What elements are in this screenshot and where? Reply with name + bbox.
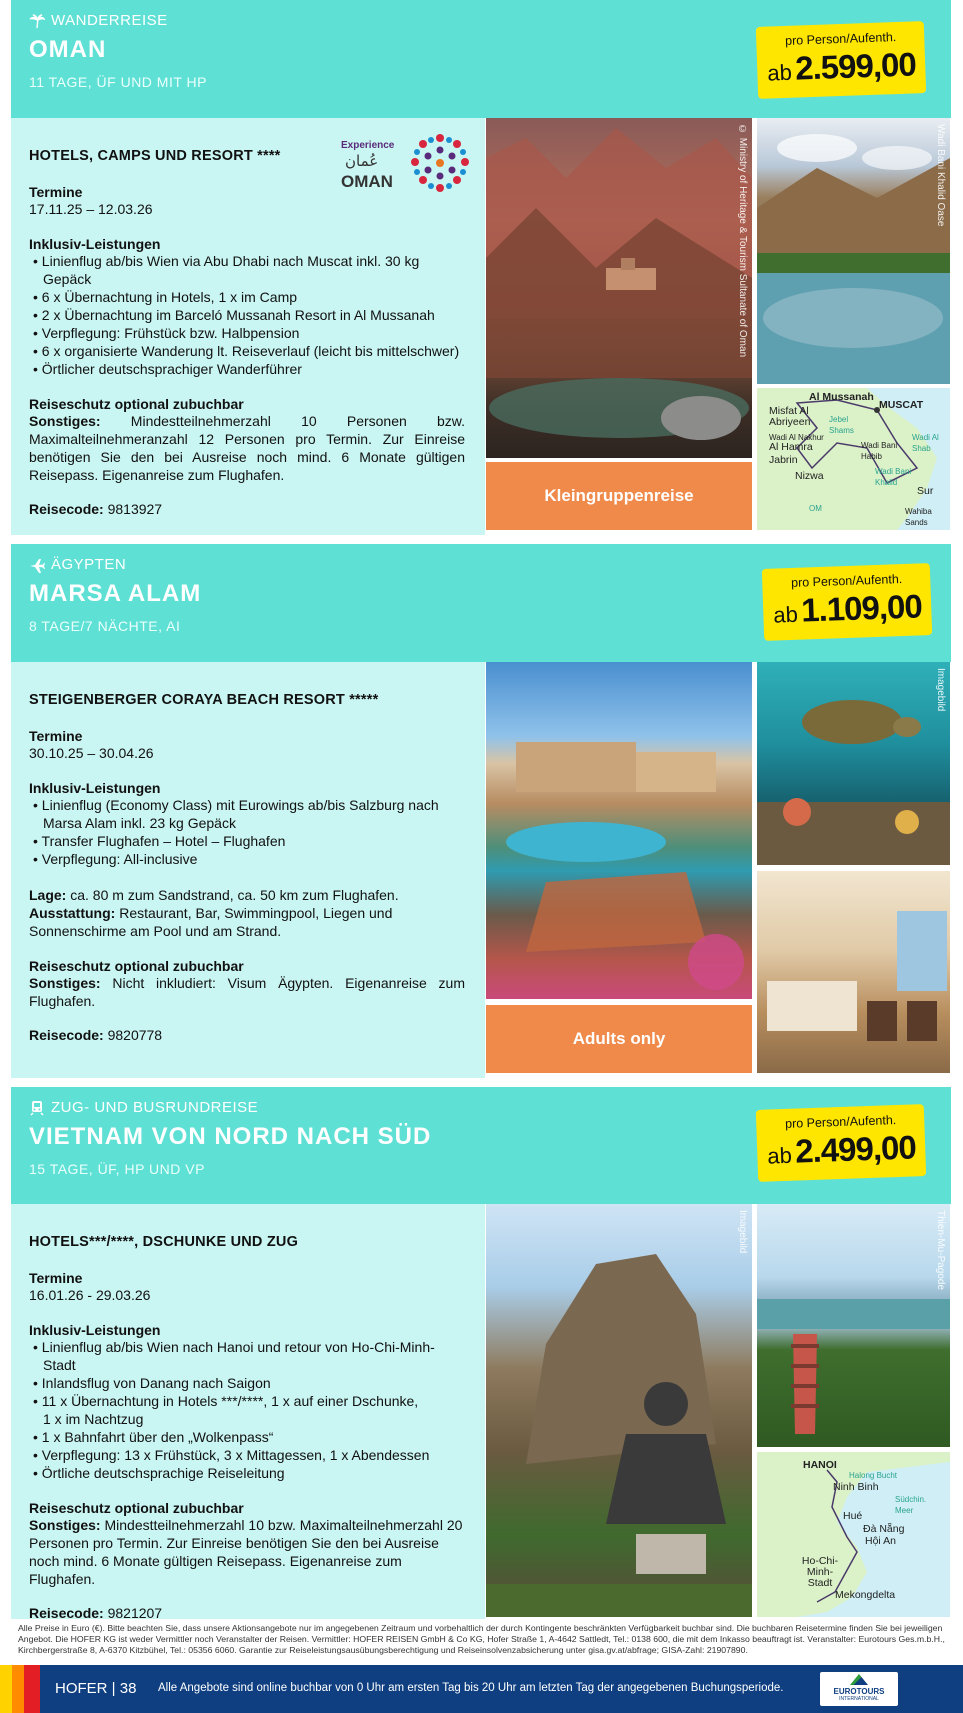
map-label: Misfat Al Abriyeen	[769, 405, 811, 428]
list-item: • Linienflug ab/bis Wien nach Hanoi und retour von Ho-Chi-Minh-Stadt	[29, 1338, 467, 1374]
page-brand: HOFER | 38	[55, 1680, 137, 1697]
map-label: Wadi Al Shab	[912, 433, 939, 453]
offer-category	[29, 556, 126, 573]
legal-note: Alle Preise in Euro (€). Bitte beachten Sie, dass unsere Aktionsangebote nur im angegebenen Zeitraum und vorbehaltlich der durch Kontingente beschränkten Verfügbarkeit buchbar sind. Die buchbaren Reisetermine finden Sie bei jeweiligen Angebot. Die HOFER KG ist weder Vermittler noch Veranstalter der Reisen. Vermittler: HOFER REISEN GmbH & Co KG, Hofer Straße 1, A-4642 Sattledt, Tel.: 0138 600, die mit dem Inkasso beauftragt ist. Veranstalter: Eurotours Ges.m.b.H., Kirchbergerstraße 8, A-6370 Kitzbühel, Tel.: 05356 6060. Garantie zur Reiseleistungsausübungsberechtigung und Reiseinsolvenzabsicherung unter gisa.gv.at/abfrage; GISA-Zahl: 21907890.	[18, 1623, 945, 1655]
list-item: • Verpflegung: All-inclusive	[29, 850, 467, 868]
sonstiges-value: Mindestteilnehmerzahl 10 bzw. Maximalteilnehmerzahl 20 Personen pro Termin. Zur Einreise benötigen Sie den bei Ausreise noch mind. 6 Monate gültigen Reisepass. Eigenanreise zum Flughafen.	[29, 1517, 463, 1587]
termine-label: Termine	[29, 728, 83, 744]
photo-wadi-bani-khalid	[757, 118, 950, 384]
sonstiges-text	[29, 412, 465, 484]
reisecode	[29, 500, 467, 518]
experience-oman-logo	[341, 134, 471, 196]
list-item: • Verpflegung: 13 x Frühstück, 3 x Mittagessen, 1 x Abendessen	[29, 1446, 467, 1464]
hotel-name: STEIGENBERGER CORAYA BEACH RESORT *****	[29, 692, 379, 708]
offer-title: OMAN	[29, 36, 107, 63]
map-label: Jabrin	[769, 454, 798, 466]
offer-subtitle: 15 TAGE, ÜF, HP UND VP	[29, 1161, 205, 1177]
hotel-name: HOTELS***/****, DSCHUNKE UND ZUG	[29, 1234, 299, 1250]
map-label: Đà Nẵng	[863, 1523, 905, 1535]
price-prefix: ab	[772, 601, 799, 628]
buddha-illustration	[486, 1204, 752, 1617]
pagoda-illustration	[757, 1204, 950, 1447]
photo-sea-turtle	[757, 662, 950, 865]
train-icon	[29, 1100, 45, 1116]
map-label: Al Hamra	[769, 441, 813, 453]
photo-resort-pool	[486, 662, 752, 999]
reisecode	[29, 1026, 467, 1044]
list-item: • Inlandsflug von Danang nach Saigon	[29, 1374, 467, 1392]
map-label: Mekongdelta	[835, 1589, 896, 1601]
logo-line3: OMAN	[341, 172, 393, 191]
logo-line2: عُمان	[345, 153, 379, 170]
list-item: • Verpflegung: Frühstück bzw. Halbpension	[29, 324, 467, 342]
oman-logo-mark	[407, 130, 473, 196]
list-item: • 11 x Übernachtung in Hotels ***/****, 1 x auf einer Dschunke, 1 x im Nachtzug	[29, 1392, 429, 1428]
sonstiges-value: Nicht inkludiert: Visum Ägypten. Eigenanreise zum Flughafen.	[29, 975, 466, 1009]
photo-credit: © Ministry of Heritage & Tourism Sultanate of Oman	[737, 124, 748, 358]
photo-credit: Imagebild	[935, 668, 946, 712]
photo-oman-mountains	[486, 118, 752, 458]
map-label: Wadi Bani Habib	[861, 441, 898, 461]
offer-category	[29, 1099, 258, 1116]
map-label: Südchin. Meer	[895, 1495, 927, 1515]
inklusiv-label: Inklusiv-Leistungen	[29, 780, 161, 796]
offer-subtitle: 8 TAGE/7 NÄCHTE, AI	[29, 618, 181, 634]
sonstiges-text	[29, 974, 465, 1010]
mountains-illustration	[486, 118, 752, 458]
category-label: ZUG- UND BUSRUNDREISE	[51, 1099, 259, 1116]
sonstiges-label: Sonstiges:	[29, 413, 101, 429]
eurotours-name: EUROTOURS	[833, 1687, 885, 1696]
photo-buddha-statue	[486, 1204, 752, 1617]
offer-title: MARSA ALAM	[29, 580, 202, 607]
inklusiv-label: Inklusiv-Leistungen	[29, 236, 161, 252]
ausstattung-text	[29, 904, 449, 940]
photo-thien-mu-pagoda	[757, 1204, 950, 1447]
footer-text: Alle Angebote sind online buchbar von 0 Uhr am ersten Tag bis 20 Uhr am letzten Tag der angegebenen Buchungsperiode.	[158, 1682, 784, 1694]
lage-value: ca. 80 m zum Sandstrand, ca. 50 km zum Flughafen.	[70, 887, 399, 903]
offer-subtitle: 11 TAGE, ÜF UND MIT HP	[29, 74, 207, 90]
map-label: Halong Bucht	[849, 1471, 898, 1480]
offer-details	[11, 662, 485, 1078]
ausstattung-value: Restaurant, Bar, Swimmingpool, Liegen und Sonnenschirme am Pool und am Strand.	[29, 905, 393, 939]
list-item: • 1 x Bahnfahrt über den „Wolkenpass“	[29, 1428, 467, 1446]
map-label: MUSCAT	[879, 399, 924, 411]
map-label: Al Mussanah	[809, 391, 874, 403]
inklusiv-list	[29, 252, 467, 378]
category-label: ÄGYPTEN	[51, 556, 127, 573]
map-label: Ho-Chi-Minh-Stadt	[801, 1555, 839, 1589]
price-badge	[756, 21, 926, 99]
price-prefix: ab	[766, 59, 793, 86]
reisecode	[29, 1604, 467, 1622]
reisecode-label: Reisecode:	[29, 1605, 104, 1621]
footer-stripe	[0, 1665, 40, 1713]
logo-line1: Experience	[341, 140, 395, 151]
price-per-person: pro Person/Aufenth.	[784, 1113, 897, 1131]
reisecode-label: Reisecode:	[29, 501, 104, 517]
sonstiges-text	[29, 1516, 465, 1588]
list-item: • Örtlicher deutschsprachiger Wanderführer	[29, 360, 467, 378]
list-item: • 6 x Übernachtung in Hotels, 1 x im Camp	[29, 288, 467, 306]
lage-text	[29, 886, 467, 904]
offer-title: VIETNAM VON NORD NACH SÜD	[29, 1123, 432, 1150]
offer-oman	[11, 0, 951, 535]
badge-adults-only: Adults only	[486, 1005, 752, 1073]
offer-details	[11, 118, 485, 535]
price-value: 2.499,00	[794, 1128, 917, 1170]
reiseschutz-label: Reiseschutz optional zubuchbar	[29, 1500, 244, 1516]
resort-illustration	[486, 662, 752, 999]
eurotours-logo	[820, 1672, 898, 1706]
eurotours-sub: INTERNATIONAL	[839, 1696, 879, 1702]
map-label: Wadi Bani Khalid	[875, 467, 912, 487]
airplane-icon	[29, 557, 45, 573]
list-item: • Transfer Flughafen – Hotel – Flughafen	[29, 832, 467, 850]
inklusiv-label: Inklusiv-Leistungen	[29, 1322, 161, 1338]
lage-label: Lage:	[29, 887, 67, 903]
list-item: • Linienflug ab/bis Wien via Abu Dhabi nach Muscat inkl. 30 kg Gepäck	[29, 252, 467, 288]
termine-value: 17.11.25 – 12.03.26	[29, 201, 153, 217]
inklusiv-list	[29, 1338, 467, 1482]
category-label: WANDERREISE	[51, 12, 168, 29]
map-label: HANOI	[803, 1459, 837, 1471]
price-value: 1.109,00	[800, 587, 923, 629]
reisecode-label: Reisecode:	[29, 1027, 104, 1043]
map-label: Ninh Binh	[833, 1481, 879, 1493]
sonstiges-label: Sonstiges:	[29, 975, 101, 991]
eurotours-mark-icon	[850, 1674, 868, 1685]
price-per-person: pro Person/Aufenth.	[790, 572, 903, 590]
photo-credit: Thien-Mu-Pagode	[935, 1210, 946, 1291]
route-map-vietnam	[757, 1452, 950, 1617]
hotel-name: HOTELS, CAMPS UND RESORT ****	[29, 148, 281, 164]
price-value: 2.599,00	[794, 45, 917, 87]
termine-value: 16.01.26 - 29.03.26	[29, 1287, 151, 1303]
map-label: Nizwa	[795, 470, 824, 482]
price-badge	[762, 563, 932, 641]
map-label: Jebel Shams	[829, 415, 854, 435]
reiseschutz-label: Reiseschutz optional zubuchbar	[29, 958, 244, 974]
badge-kleingruppenreise: Kleingruppenreise	[486, 462, 752, 530]
offer-details	[11, 1204, 485, 1619]
reisecode-value: 9813927	[107, 501, 163, 517]
sonstiges-value: Mindestteilnehmerzahl 10 Personen bzw. Maximalteilnehmeranzahl 12 Personen pro Termin. Zur Einreise benötigen Sie den bei Ausreise noch mind. 6 Monate gültigen Reisepass. Eigenanreise zum Flughafen.	[29, 413, 465, 483]
offer-vietnam	[11, 1087, 951, 1619]
map-label: Hué	[843, 1510, 863, 1522]
inklusiv-list	[29, 796, 467, 868]
price-per-person: pro Person/Aufenth.	[784, 30, 897, 48]
list-item: • Linienflug (Economy Class) mit Eurowings ab/bis Salzburg nach Marsa Alam inkl. 23 kg Gepäck	[29, 796, 449, 832]
map-label: Wahiba Sands	[905, 507, 932, 527]
list-item: • 2 x Übernachtung im Barceló Mussanah Resort in Al Mussanah	[29, 306, 467, 324]
map-label: Hội An	[865, 1535, 896, 1547]
sonstiges-label: Sonstiges:	[29, 1517, 101, 1533]
footer-bar	[0, 1665, 963, 1713]
offer-category	[29, 12, 168, 29]
palm-tree-icon	[29, 13, 45, 29]
reisecode-value: 9820778	[107, 1027, 163, 1043]
photo-credit: Imagebild	[737, 1210, 748, 1254]
list-item: • Örtliche deutschsprachige Reiseleitung	[29, 1464, 467, 1482]
oasis-illustration	[757, 118, 950, 384]
reiseschutz-label: Reiseschutz optional zubuchbar	[29, 396, 244, 412]
termine-label: Termine	[29, 1270, 83, 1286]
termine-value: 30.10.25 – 30.04.26	[29, 745, 154, 761]
map-label: OM	[809, 504, 822, 513]
map-label: Sur	[917, 485, 934, 497]
room-illustration	[757, 871, 950, 1073]
map-label: Wadi Al Nakhur	[769, 433, 824, 442]
termine-label: Termine	[29, 184, 83, 200]
route-map-oman	[757, 388, 950, 530]
photo-credit: Wadi Bani Khalid Oase	[935, 124, 946, 227]
photo-hotel-room	[757, 871, 950, 1073]
list-item: • 6 x organisierte Wanderung lt. Reiseverlauf (leicht bis mittelschwer)	[29, 342, 467, 360]
price-prefix: ab	[766, 1142, 793, 1169]
offer-marsa-alam	[11, 544, 951, 1078]
reisecode-value: 9821207	[107, 1605, 163, 1621]
price-badge	[756, 1104, 926, 1182]
ausstattung-label: Ausstattung:	[29, 905, 116, 921]
turtle-illustration	[757, 662, 950, 865]
